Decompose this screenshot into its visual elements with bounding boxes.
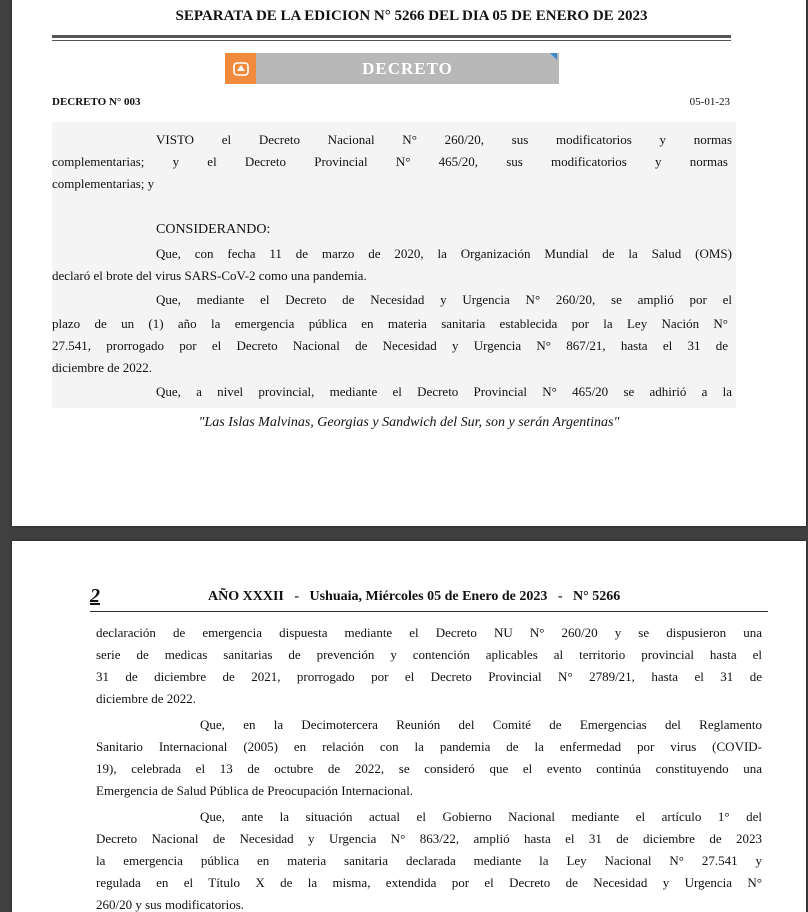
coat-of-arms-icon bbox=[225, 53, 256, 84]
text-line: complementarias; y el Decreto Provincial N° 465/20, sus modificatorios y normas bbox=[52, 154, 728, 169]
text-line: complementarias; y bbox=[52, 176, 155, 191]
text-line: 260/20 y sus modificatorios. bbox=[96, 897, 245, 912]
text-line: Que, mediante el Decreto de Necesidad y Urgencia N° 260/20, se amplió por el bbox=[156, 292, 732, 307]
banner-title: DECRETO bbox=[362, 58, 453, 78]
text-line: diciembre de 2022. bbox=[52, 360, 152, 375]
text-line: 31 de diciembre de 2021, prorrogado por el Decreto Provincial N° 2789/21, hasta el 31 de bbox=[96, 669, 762, 684]
header-rule bbox=[90, 611, 768, 612]
text-line: Emergencia de Salud Pública de Preocupación Internacional. bbox=[96, 783, 414, 798]
header-rule-thin bbox=[52, 40, 731, 41]
text-line: Que, con fecha 11 de marzo de 2020, la Organización Mundial de la Salud (OMS) bbox=[156, 246, 732, 261]
decreto-date: 05-01-23 bbox=[689, 96, 730, 108]
text-line: Que, en la Decimotercera Reunión del Comité de Emergencias del Reglamento bbox=[200, 717, 762, 732]
text-line: la emergencia pública en materia sanitaria declarada mediante la Ley Nacional N° 27.541 y bbox=[96, 853, 762, 868]
text-line: Sanitario Internacional (2005) en relación con la pandemia de la enfermedad por virus (COVID- bbox=[96, 739, 762, 754]
separata-header: SEPARATA DE LA EDICION N° 5266 DEL DIA 05 DE ENERO DE 2023 bbox=[175, 8, 648, 24]
page-2-header bbox=[90, 585, 768, 611]
text-line: Que, ante la situación actual el Gobierno Nacional mediante el artículo 1° del bbox=[200, 809, 762, 824]
document-page-1 bbox=[12, 0, 806, 526]
decreto-banner bbox=[225, 53, 559, 84]
considerando-heading: CONSIDERANDO: bbox=[156, 222, 271, 237]
decreto-number: DECRETO N° 003 bbox=[52, 96, 141, 108]
text-line: 19), celebrada el 13 de octubre de 2022, se consideró que el evento continúa constituyendo una bbox=[96, 761, 762, 776]
text-line: serie de medicas sanitarias de prevención y contención aplicables al territorio provincial hasta el bbox=[96, 647, 762, 662]
text-line: declaración de emergencia dispuesta mediante el Decreto NU N° 260/20 y se dispusieron una bbox=[96, 625, 762, 640]
text-line: diciembre de 2022. bbox=[96, 691, 196, 706]
banner-corner-mark bbox=[550, 53, 557, 60]
text-line: regulada en el Título X de la misma, extendida por el Decreto de Necesidad y Urgencia N° bbox=[96, 875, 762, 890]
header-rule-thick bbox=[52, 35, 731, 38]
edition-header: AÑO XXXII - Ushuaia, Miércoles 05 de Enero de 2023 - N° 5266 bbox=[208, 589, 621, 604]
malvinas-motto: "Las Islas Malvinas, Georgias y Sandwich del Sur, son y serán Argentinas" bbox=[198, 415, 620, 430]
text-line: VISTO el Decreto Nacional N° 260/20, sus modificatorios y normas bbox=[156, 132, 732, 147]
text-line: plazo de un (1) año la emergencia pública en materia sanitaria establecida por la Ley Nación N° bbox=[52, 316, 728, 331]
document-page-2 bbox=[12, 541, 806, 912]
text-line: 27.541, prorrogado por el Decreto Nacional de Necesidad y Urgencia N° 867/21, hasta el 31 de bbox=[52, 338, 728, 353]
page-number: 2 bbox=[90, 585, 100, 607]
text-line: Que, a nivel provincial, mediante el Decreto Provincial N° 465/20 se adhirió a la bbox=[156, 384, 732, 399]
text-line: declaró el brote del virus SARS-CoV-2 como una pandemia. bbox=[52, 268, 367, 283]
document-body-page-1 bbox=[52, 122, 736, 408]
text-line: Decreto Nacional de Necesidad y Urgencia N° 863/22, amplió hasta el 31 de diciembre de 2023 bbox=[96, 831, 762, 846]
